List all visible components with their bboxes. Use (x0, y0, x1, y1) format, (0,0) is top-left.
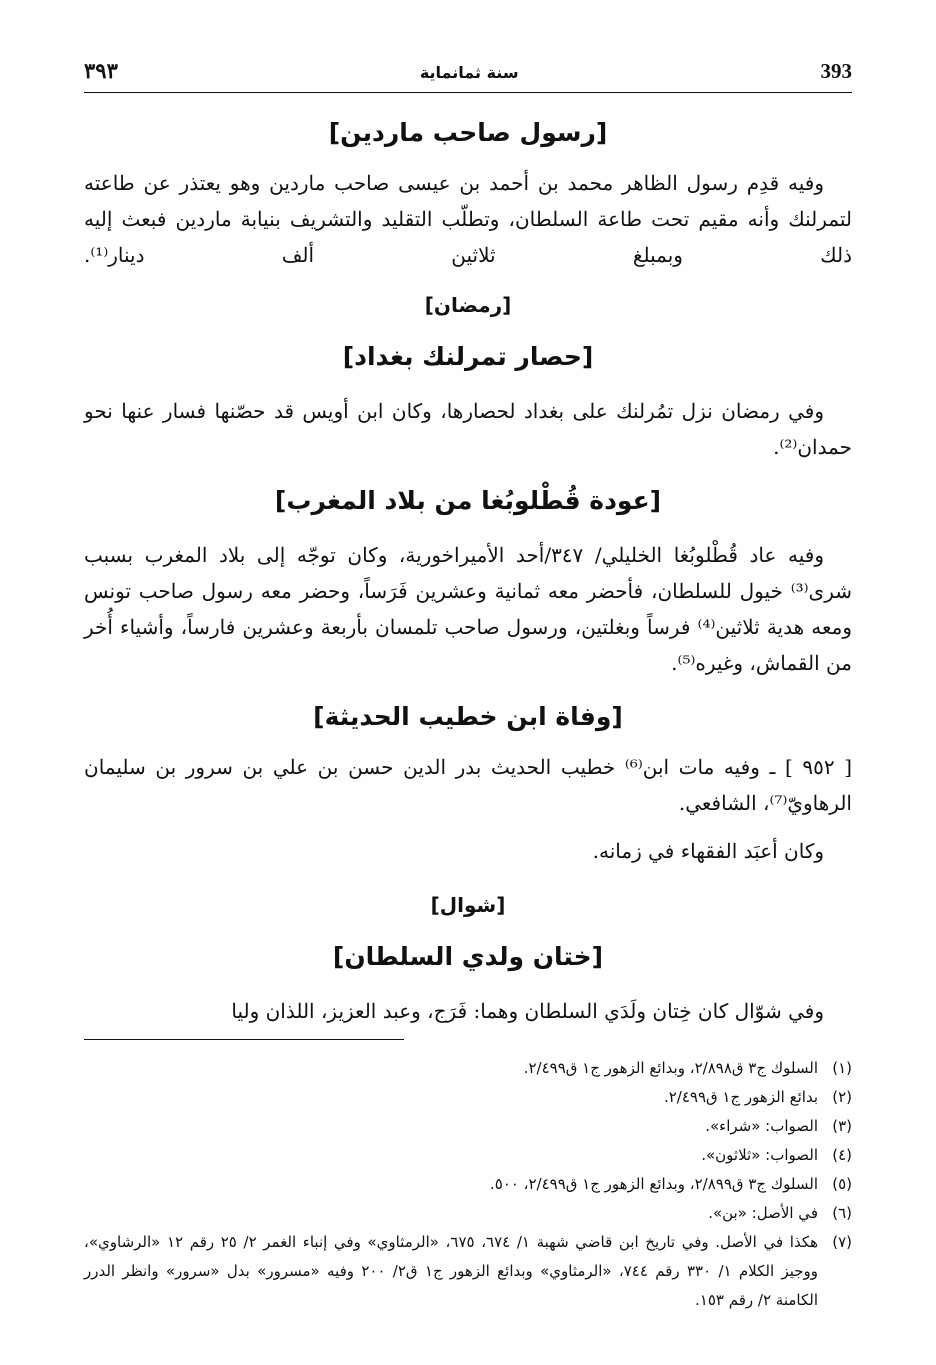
paragraph-siege-baghdad: وفي رمضان نزل تمُرلنك على بغداد لحصارها، وكان ابن أويس قد حصّنها فسار عنها نحو حمدان⁽²⁾. (84, 399, 852, 459)
paragraph-return-qutlubugha: وفيه عاد قُطْلوبُغا الخليلي/ ٣٤٧/أحد الأميراخورية، وكان توجّه إلى بلاد المغرب بسبب شرى⁽³⁾ خيول للسلطان، فأحضر معه ثمانية وعشرين فَرَساً، وحضر معه رسول صاحب تونس ومعه هدية ثلاثين⁽⁴⁾ فرساً وبغلتين، ورسول صاحب تلمسان بأربعة وعشرين فارساً، وأشياء أُخر من القماش، وغيره⁽⁵⁾. (84, 543, 852, 675)
paragraph-mardin-envoy: وفيه قدِم رسول الظاهر محمد بن أحمد بن عيسى صاحب ماردين وهو يعتذر عن طاعته لتمرلنك وأنه مقيم تحت طاعة السلطان، وتطلّب التقليد والتشريف بنيابة ماردين فبعث إليه ذلك وبمبلغ ثلاثين ألف دينار⁽¹⁾. (84, 171, 852, 267)
footnote (84, 1112, 852, 1141)
footnote (84, 1170, 852, 1199)
paragraph-circumcision: وفي شوّال كان خِتان ولَدَي السلطان وهما: فَرَج، وعبد العزيز، اللذان وليا (231, 999, 824, 1023)
running-header (84, 58, 852, 93)
footnote-number: (٣) (832, 1117, 852, 1135)
month-heading-ramadan: [رمضان] (424, 293, 512, 317)
footnote-number: (٥) (832, 1175, 852, 1193)
section-heading-return-qutlubugha: [عودة قُطْلوبُغا من بلاد المغرب] (274, 486, 662, 515)
section-heading-circumcision: [ختان ولدي السلطان] (332, 942, 604, 971)
paragraph-death-ibn-khatib: [ ٩٥٢ ] ـ وفيه مات ابن⁽⁶⁾ خطيب الحديث بدر الدين حسن بن علي بن سرور بن سليمان الرهاويّ⁽⁷⁾، الشافعي. (84, 755, 852, 815)
footnote-number: (١) (832, 1059, 852, 1077)
footnote-text: هكذا في الأصل. وفي تاريخ ابن قاضي شهبة ١/ ٦٧٤، ٦٧٥، «الرمثاوي» وفي إنباء الغمر ٢/ ٢٥ رقم ١٢ «الرشاوي»، ووجيز الكلام ١/ ٣٣٠ رقم ٧٤٤، «الرمثاوي» وبدائع الزهور ج١ ق٢/ ٢٠٠ وفيه «مسرور» بدل «سرور» وانظر الدرر الكامنة ٢/ رقم ١٥٣. (84, 1233, 819, 1309)
paragraph-most-devout: وكان أعبَد الفقهاء في زمانه. (592, 839, 824, 863)
footnotes-list (84, 1054, 852, 1315)
footnote-text: في الأصل: «بن». (708, 1204, 818, 1222)
footnote-text: السلوك ج٣ ق٢/٨٩٨، وبدائع الزهور ج١ ق٢/٤٩٩. (523, 1059, 818, 1077)
footnote (84, 1199, 852, 1228)
page-number-latin: 393 (820, 59, 852, 83)
footnote-text: السلوك ج٣ ق٢/٨٩٩، وبدائع الزهور ج١ ق٢/٤٩٩، ٥٠٠. (489, 1175, 818, 1193)
footnote-text: الصواب: «شراء». (705, 1117, 818, 1135)
footnote-number: (٦) (832, 1204, 852, 1222)
page-number-arabic: ٣٩٣ (84, 58, 118, 83)
footnote-number: (٤) (832, 1146, 852, 1164)
footnote-number: (٢) (832, 1088, 852, 1106)
footnotes-divider (84, 1039, 404, 1040)
section-heading-siege-baghdad: [حصار تمرلنك بغداد] (342, 342, 594, 371)
footnote (84, 1228, 852, 1315)
section-heading-mardin-envoy: [رسول صاحب ماردين] (328, 118, 608, 147)
footnote (84, 1054, 852, 1083)
footnote (84, 1083, 852, 1112)
footnote-text: بدائع الزهور ج١ ق٢/٤٩٩. (663, 1088, 818, 1106)
footnote-text: الصواب: «ثلاثون». (701, 1146, 818, 1164)
section-heading-death-ibn-khatib: [وفاة ابن خطيب الحديثة] (313, 702, 623, 731)
month-heading-shawwal: [شوال] (430, 893, 506, 917)
footnote-number: (٧) (832, 1233, 852, 1251)
footnote (84, 1141, 852, 1170)
running-title: سنة ثمانماية (419, 63, 519, 82)
